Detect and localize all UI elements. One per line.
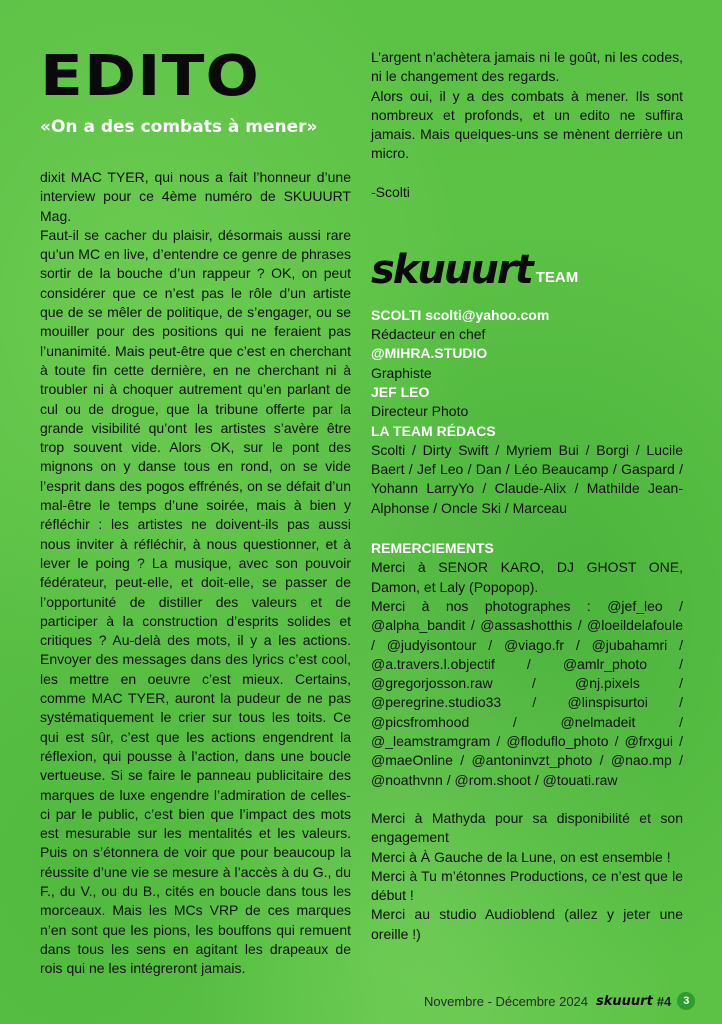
right-column bbox=[371, 48, 683, 944]
edito-paragraph-money: L’argent n’achètera jamais ni le goût, ni les codes, ni le changement des regards. bbox=[371, 49, 683, 85]
redacs-list: Scolti / Dirty Swift / Myriem Bui / Borgi / Lucile Baert / Jef Leo / Dan / Léo Beaucamp / Gaspard / Yohann LarryYo / Claude-Alix / Mathilde Jean-Alphonse / Oncle Ski / Marceau bbox=[371, 441, 683, 516]
section-heading: LA TEAM RÉDACS bbox=[371, 422, 496, 439]
credit-name: @MIHRA.STUDIO bbox=[371, 345, 488, 362]
credit-role: Rédacteur en chef bbox=[371, 326, 486, 343]
skuuurt-logo: skuuurt bbox=[371, 246, 532, 293]
thanks-line: Merci à SENOR KARO, DJ GHOST ONE, Damon, et Laly (Popopop). bbox=[371, 559, 683, 595]
thanks-line: Merci à Tu m’étonnes Productions, ce n’est que le début ! bbox=[371, 867, 683, 904]
credit-name: SCOLTI bbox=[371, 306, 422, 323]
credit-scolti bbox=[371, 306, 683, 325]
footer-date: Novembre - Décembre 2024 bbox=[424, 993, 589, 1009]
team-logo bbox=[371, 246, 683, 293]
credit-role: Graphiste bbox=[371, 364, 432, 381]
credits bbox=[371, 306, 683, 944]
team-label: TEAM bbox=[535, 268, 579, 286]
headline-quote: «On a des combats à mener» bbox=[40, 117, 318, 137]
edito-paragraph-combats: Alors oui, il y a des combats à mener. Ils sont nombreux et profonds, et un edito ne suffira jamais. Mais quelques-uns se mènent derrière un micro. bbox=[371, 87, 683, 162]
edito-body bbox=[40, 168, 351, 978]
footer-brand-logo: skuuurt bbox=[596, 993, 653, 1009]
credit-role: Directeur Photo bbox=[371, 403, 469, 420]
thanks-line: Merci à À Gauche de la Lune, on est ensemble ! bbox=[371, 848, 671, 865]
thanks-line: Merci au studio Audioblend (allez y jeter une oreille !) bbox=[371, 906, 683, 942]
left-column bbox=[40, 44, 351, 978]
edito-body-continued bbox=[371, 48, 683, 164]
section-heading: REMERCIEMENTS bbox=[371, 540, 494, 557]
thanks-line: Merci à Mathyda pour sa disponibilité et son engagement bbox=[371, 809, 683, 846]
credit-name: JEF LEO bbox=[371, 383, 430, 400]
credit-email: scolti@yahoo.com bbox=[425, 306, 550, 323]
thanks-line: Merci à nos photographes : @jef_leo / @alpha_bandit / @assashotthis / @loeildelafoule / @judyisontour / @viago.fr / @jubahamri / @a.travers.l.objectif / @amlr_photo / @gregorjosson.raw / @nj.pixels / @peregrine.studio33 / @linspisurtoi / @picsfromhood / @nelmadeit / @_leamstramgram / @floduflo_photo / @frxgui / @maeOnline / @antoninvzt_photo / @nao.mp / @noathvnn / @rom.shoot / @touati.raw bbox=[371, 597, 683, 788]
page-footer bbox=[424, 992, 695, 1010]
footer-issue: #4 bbox=[656, 993, 672, 1009]
page-number: 3 bbox=[677, 992, 695, 1010]
signature: -Scolti bbox=[371, 183, 410, 200]
edito-paragraph: dixit MAC TYER, qui nous a fait l’honneur d’une interview pour ce 4ème numéro de SKUUURT Mag. Faut-il se cacher du plaisir, désormais aussi rare qu’un MC en live, d’entendre ce genre de phrases sortir de la bouche d’un rappeur ? OK, on peut considérer que ce n’est pas le rôle d’un artiste que de se mêler de politique, de s’engager, ou se mouiller pour des positions qui ne feraient pas l’unanimité. Mais peut-être que c’est en cherchant à toute fin cette dernière, en ne cherchant ni à troubler ni à choquer autrement qu’en parlant de cul ou de drogue, que la tribune offerte par la grande visibilité qu’ont les artistes s’avère être trop souvent vide. Alors OK, sur le pont des mignons on y danse tous en rond, on se vide l’esprit dans des pogos effrénés, on se défait d’un mal-être le temps d’une soirée, mais à bien y réfléchir : les artistes ne doivent-ils pas aussi nous inviter à réfléchir, à nous questionner, et à lever le poing ? La musique, avec son pouvoir fédérateur, peut-elle, et doit-elle, se passer de l’opportunité de distiller des valeurs et de participer à la construction d’esprits solides et critiques ? Au-delà des mots, il y a les actions. Envoyer des messages dans des lyrics c’est cool, les mettre en oeuvre c’est mieux. Certains, comme MAC TYER, auront la pudeur de ne pas systématiquement le crier sur tous les toits. Ce qui est sûr, c’est que les actions engendrent la réflexion, qui pousse à l’action, dans une boucle vertueuse. Si se faire le panneau publicitaire des marques de luxe engendre l’admiration de celles-ci par le public, c’est bien que l’impact des mots est mesurable sur les mentalités et les valeurs. Puis on s’étonnera de voir que pour beaucoup la réussite d’une vie se mesure à l’accès à du G., du F., du V., ou du B., cités en boucle dans tous les morceaux. Mais les MCs VRP de ces marques n’en sont que les pions, les bouffons qui remuent dans tous les sens en agitant les drapeaux de rois qui ne les intégreront jamais. bbox=[40, 169, 351, 977]
page-title: EDITO bbox=[40, 44, 260, 109]
